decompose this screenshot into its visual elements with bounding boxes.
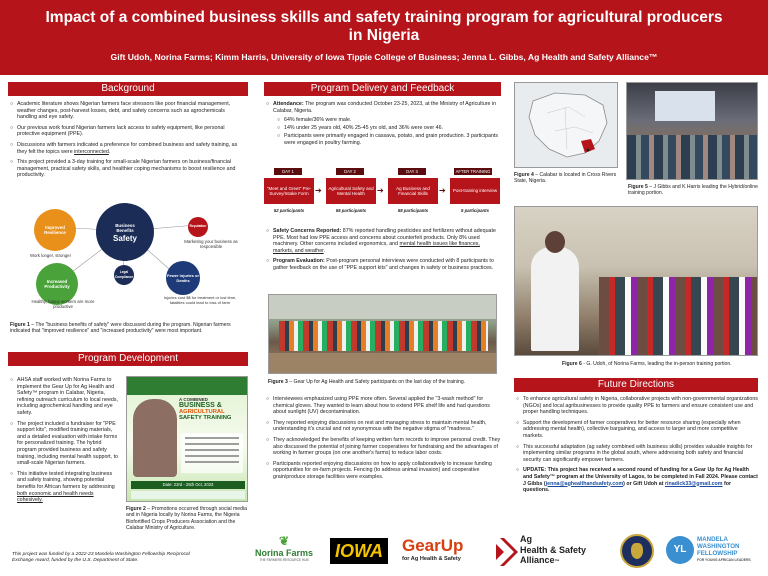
poster-title: Impact of a combined business skills and safety training program for agricultural producers in Nigeria: [45, 9, 723, 44]
trainer-figure: [531, 247, 579, 351]
flyer-logos-strip: [131, 491, 245, 499]
feedback-bullet-3: ○ They acknowledged the benefits of keeping written farm records to improve personal credit. They also discussed the potential of joining farmer cooperatives for fundraising and the advantages of working in farmer groups (on one another's farms) to reduce labor costs.: [266, 437, 501, 457]
work-longer-label: Work longer, stronger: [30, 253, 71, 258]
group-photo-ground: [269, 353, 497, 374]
gearup-logo: GearUp for Ag Health & Safety: [402, 536, 464, 562]
group-photo: [268, 294, 497, 374]
healthy-workers-label: Healthy, happy workers are more productive: [31, 299, 95, 309]
program-evaluation-bullet: ○ Program Evaluation: Post-program personal interviews were conducted with 8 participants to gather feedback on the use of "PPE support kits" and changes in safety or business practices.: [266, 258, 501, 271]
flyer-farmer-photo: [133, 399, 177, 477]
attendance-age: ○ 14% under 25 years old, 40% 25-45 yrs old, and 36% were over 46.: [277, 125, 501, 132]
figure-3-caption: Figure 3 – Gear Up for Ag Health and Safety participants on the last day of the training.: [268, 379, 466, 385]
flow-participants-2: 55 participants: [335, 208, 367, 213]
marketing-label: Marketing your business as responsible: [184, 239, 238, 249]
flow-participants-3: 58 participants: [397, 208, 429, 213]
background-bullet-1: ○ Academic literature shows Nigerian farmers face stressors like poor financial management, weather changes, post-harvest losses, debt, and safety concerns such as agrochemicals handling and eye safety.: [10, 101, 246, 121]
future-bullet-1: ○ To enhance agricultural safety in Nigeria, collaborative projects with non-governmental organizations (NGOs) and local agribusinesses to provide quality PPE to farmers and ensure consistent use and proper handling techniques.: [516, 396, 758, 416]
in-person-training-photo: [514, 206, 758, 356]
mandela-fellowship-logo: YL MANDELA WASHINGTON FELLOWSHIP FOR YOUNG AFRICAN LEADERS: [666, 534, 762, 572]
future-bullet-2: ○ Support the development of farmer cooperatives for better resource sharing (especially when addressing mental health), collective bargaining, and access to larger and more competitive markets.: [516, 420, 758, 440]
fewer-injuries-circle: Fewer Injuries or Deaths: [166, 261, 200, 295]
background-heading: Background: [8, 82, 248, 96]
flow-step-1: "Meet and Greet" Pre-Survey/Intake Form: [264, 178, 314, 204]
feedback-bullet-1: ○ Interviewees emphasized using PPE more often. Several applied the "3-wash method" for chemical gloves. They wanted to learn about how to extend PPE shelf life and had questions about sunlight (UV) decontamination.: [266, 396, 501, 416]
flow-participants-1: 52 participants: [273, 208, 305, 213]
figure-6-caption: Figure 6 - G. Udoh, of Norina Farms, leading the in-person training portion.: [562, 361, 732, 367]
development-bullet-2: ○ The project included a fundraiser for "PPE support kits", modified training materials, and a detailed evaluation with intake forms for personalized training. The hybrid program provided business and safety training, including mental health support, to small-scale Nigerian farmers.: [10, 421, 120, 467]
feedback-text: [266, 396, 501, 485]
flow-participants-4: 5 participants: [461, 208, 489, 213]
projector-screen: [655, 91, 715, 121]
flow-step-4: Post-training interview: [450, 178, 500, 204]
poster-authors: Gift Udoh, Norina Farms; Kimm Harris, University of Iowa Tippie College of Business; Jenna L. Gibbs, Ag Health and Safety Alliance™: [110, 52, 658, 62]
background-bullet-4: ○ This project provided a 3-day training for small-scale Nigerian farmers on business/financial management, practical safety skills, and healthier coping mechanisms to boost resilience and productivity.: [10, 159, 246, 179]
flow-day-1: DAY 1: [274, 168, 302, 175]
background-text: [10, 101, 246, 183]
background-bullet-2: ○ Our previous work found Nigerian farmers lack access to safety equipment, like personal protective equipment (PPE).: [10, 125, 246, 138]
injuries-cost-label: Injuries cost $$ for treatment or lost time, fatalities could lead to loss of farm: [163, 295, 237, 305]
development-bullet-1: ○ AHSA staff worked with Norina Farms to implement the Gear Up for Ag Health and Safety™ program in Calabar, Nigeria, refining outreach curriculum to local needs, including agrochemical handling and eye safety.: [10, 377, 120, 417]
group-photo-building: [269, 295, 497, 319]
business-benefits-diagram: [8, 203, 248, 318]
attendance-crops: ○ Participants were primarily engaged in cassava, potato, and grain production. 3 participants were engaged in poultry farming.: [277, 133, 501, 146]
state-department-seal-icon: [620, 534, 654, 568]
business-benefits-center: Business Benefits Safety: [96, 203, 154, 261]
attendance-bullet: ○ Attendance: The program was conducted October 23-25, 2023, at the Ministry of Agriculture in Calabar, Nigeria. ○ 64% female/36% were male. ○ 14% under 25 years old, 40% 25-45 yrs old, and 36% were over 46. ○ Participants were primarily engaged in cassava, potato, and grain production. 3 participants were engaged in poultry farming.: [266, 101, 501, 147]
program-development-heading: Program Development: [8, 352, 248, 366]
alliance-chevron-icon: [496, 536, 518, 568]
logo-strip: [0, 528, 768, 576]
interconnected-text: interconnected: [74, 148, 109, 155]
figure-2-caption: Figure 2 – Promotions occurred through social media and in Nigeria locally by Norina Farms, the Nigeria Biofortified Crops Producers Association and the Calabar Ministry of Agriculture.: [126, 506, 247, 531]
cohesively-text: both economic and health needs cohesively.: [17, 490, 94, 504]
flow-day-2: DAY 2: [336, 168, 364, 175]
increased-productivity-circle: Increased Productivity: [36, 263, 78, 305]
flow-step-3: Ag Business and Financial Skills: [388, 178, 438, 204]
norina-farms-logo: ❦ Norina Farms THE FARMERS RESOURCE HUB: [250, 534, 318, 572]
flow-arrow-2: ➔: [377, 186, 384, 195]
background-bullet-3: ○ Discussions with farmers indicated a preference for combined business and safety training, as they felt the topics were interconnected.: [10, 142, 246, 155]
figure-4-caption: Figure 4 – Calabar is located in Cross Rivers State, Nigeria.: [514, 172, 617, 185]
flow-arrow-1: ➔: [315, 186, 322, 195]
hybrid-training-photo: [626, 82, 758, 180]
flow-arrow-3: ➔: [439, 186, 446, 195]
reputation-circle: Reputation: [188, 217, 208, 237]
flow-day-after: AFTER TRAINING: [455, 169, 491, 174]
attendance-text: [266, 101, 501, 151]
promotion-flyer-image: [126, 376, 248, 502]
future-directions-heading: Future Directions: [514, 378, 758, 392]
future-bullet-3: ○ This successful adaptation (ag safety combined with business skills) provides valuable insights for implementing similar programs in the global south, where addressing both safety and financial security can significantly empower farmers.: [516, 444, 758, 464]
email-link-udoh[interactable]: rinadick33@gmail.com: [664, 480, 723, 487]
trainer-head: [545, 231, 565, 253]
safety-concerns-bullet: ○ Safety Concerns Reported: 87% reported handling pesticides and fertilizers without adequate PPE. Most had low PPE access and concerns about counterfeit products. Only 8% used machinery. Other concerns included ergonomics, and mental health issues like finances, markets, and weather.: [266, 228, 501, 254]
nigeria-map-shape: [515, 83, 618, 168]
delivery-heading: Program Delivery and Feedback: [264, 82, 501, 96]
funding-note: This project was funded by a 2022-23 Mandela Washington Fellowship Reciprocal Exchange Award, funded by the U.S. Department of State.: [12, 552, 190, 564]
flyer-date: Date: 23rd - 25th Oct, 2023: [131, 481, 245, 489]
flyer-top-bar: [127, 377, 248, 395]
flow-day-3: DAY 3: [398, 168, 426, 175]
poster-header: [0, 0, 768, 75]
in-person-audience: [599, 277, 758, 356]
training-flow: [262, 168, 502, 222]
flyer-details-block: [181, 433, 243, 473]
improved-resilience-circle: Improved Resilience: [34, 209, 76, 251]
iowa-logo: IOWA: [330, 538, 388, 564]
figure-5-caption: Figure 5 – J Gibbs and K Harris leading the Hybrid/online training portion.: [628, 184, 758, 197]
development-bullet-3: ○ This initiative tested integrating business and safety training, showing potential benefits for African farmers by addressing both economic and health needs cohesively.: [10, 471, 120, 504]
attendance-gender: ○ 64% female/36% were male.: [277, 117, 501, 124]
hybrid-audience: [627, 135, 758, 180]
feedback-bullet-2: ○ They reported enjoying discussions on rest and managing stress to maintain mental health, understanding it's crucial and not synonymous with the negative stigma of "madness.": [266, 420, 501, 433]
group-photo-people: [279, 321, 488, 351]
ag-health-safety-alliance-logo: Ag Health & Safety Alliance™: [496, 534, 606, 572]
future-update-bullet: ○ UPDATE: This project has received a second round of funding for a Gear Up for Ag Health and Safety™ program at the University of Lagos, to be completed in Fall 2024. Please contact J Gibbs (jenna@aghealthandsafety.com) or Gift Udoh at rinadick33@gmail.com for questions.: [516, 467, 758, 493]
program-development-text: [10, 377, 120, 508]
flow-step-2: Agricultural Safety and Mental Health: [326, 178, 376, 204]
mental-health-text: mental health issues like finances, markets, and weather: [273, 241, 480, 254]
email-link-gibbs[interactable]: jenna@aghealthandsafety.com: [545, 480, 624, 487]
norina-leaf-icon: ❦: [278, 534, 290, 548]
figure-1-caption: Figure 1 – The "business benefits of safety" were discussed during the program. Nigerian farmers indicated that "improved resilience" and "increased productivity" were most important.: [10, 322, 231, 335]
feedback-bullet-4: ○ Participants reported enjoying discussions on how to apply collaboratively to increase funding opportunities for on-farm projects. Fencing (to address animal invasion) and cooperative grain/produce storage facilities were examples.: [266, 461, 501, 481]
legal-compliance-circle: Legal Compliance: [114, 265, 134, 285]
future-directions-text: [516, 396, 758, 498]
flyer-title: A COMBINED BUSINESS & AGRICULTURAL SAFETY TRAINING: [179, 397, 232, 421]
nigeria-map: [514, 82, 618, 168]
safety-eval-text: [266, 228, 501, 276]
